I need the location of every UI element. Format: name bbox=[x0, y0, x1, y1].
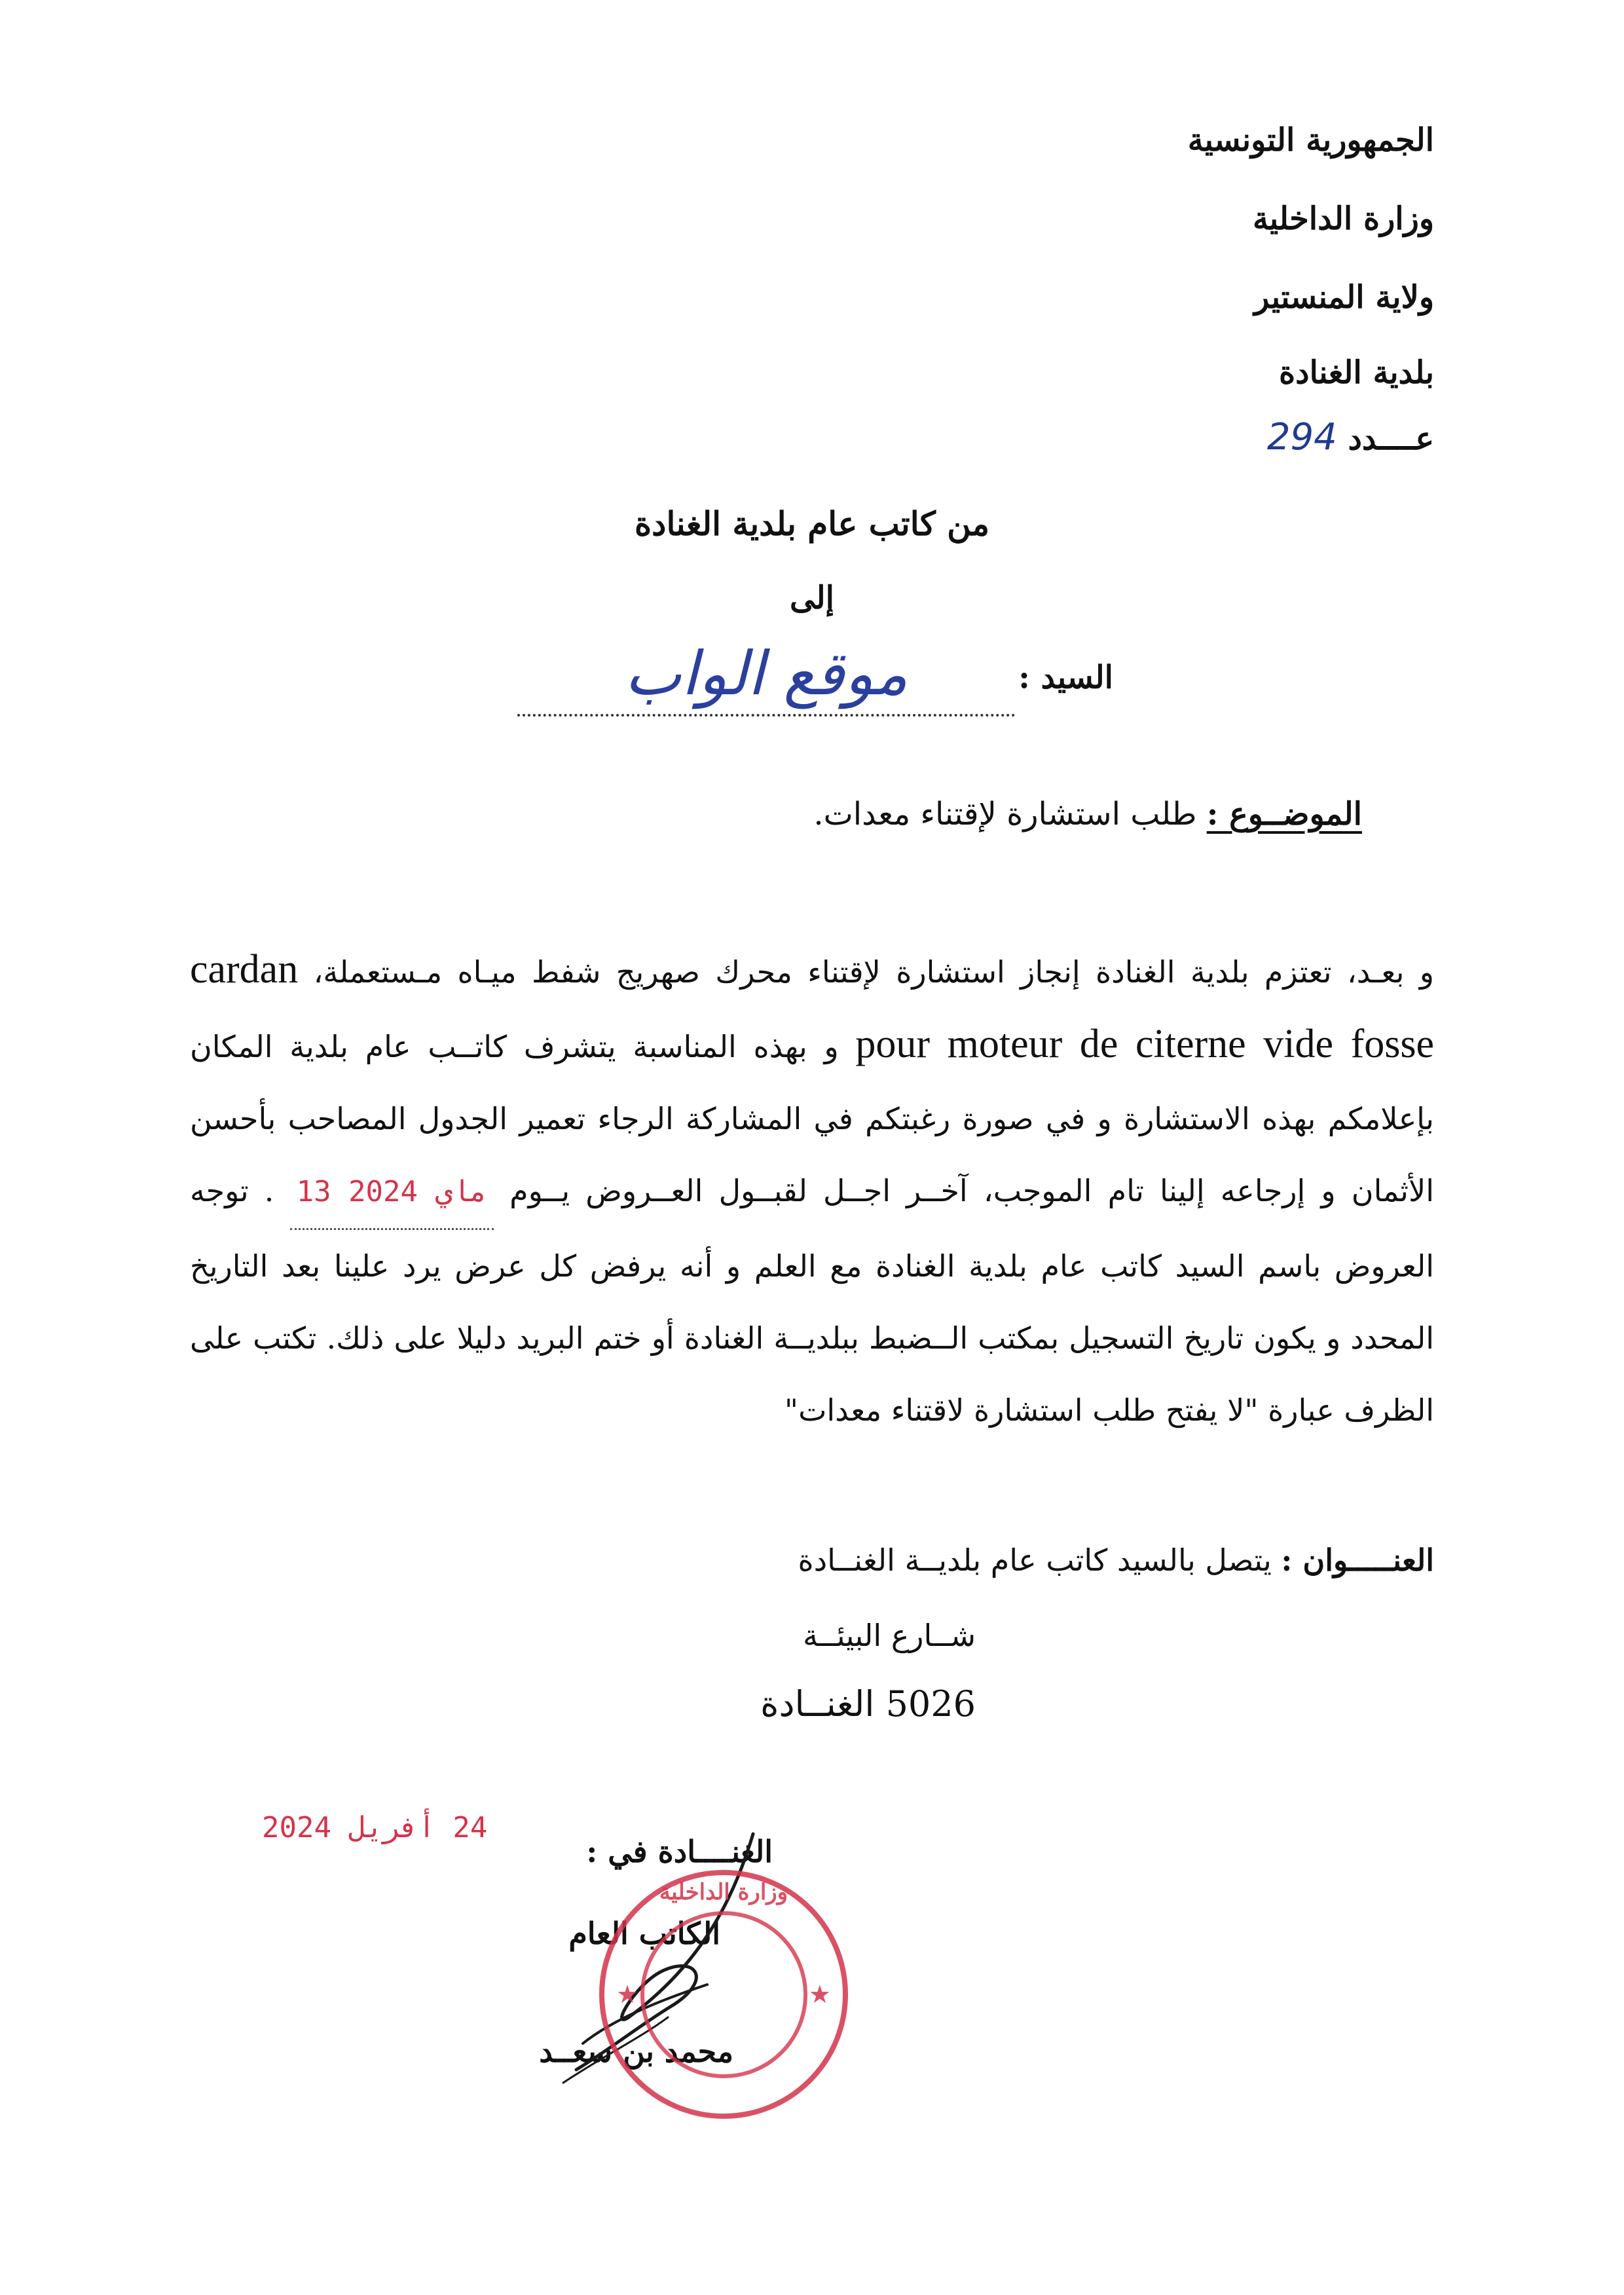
official-seal bbox=[599, 1870, 848, 2119]
signatory-name: محمد بن سعــد bbox=[539, 2034, 733, 2069]
to-label: إلى bbox=[790, 580, 834, 616]
signatory-title: الكاتب العام bbox=[568, 1916, 720, 1951]
number-label: عــــدد bbox=[1348, 420, 1434, 457]
signature-date-stamp: 24 أفريل 2024 bbox=[262, 1811, 488, 1844]
address-line1 bbox=[798, 1542, 1434, 1578]
header-governorate: ولاية المنستير bbox=[1254, 279, 1434, 316]
address-contact: يتصل بالسيد كاتب عام بلديــة الغنــادة bbox=[798, 1542, 1272, 1578]
subject-line bbox=[813, 796, 1362, 832]
body-part2: و بهذه المناسبة يتشرف كاتــب عام بلدية المكان بإعلامكم بهذه الاستشارة و في صورة رغبتكم في المشاركة الرجاء تعمير الجدول المصاحب بأحسن الأثمان و إرجاعه إلينا تام الموجب، آخــر اجــل لقبــول العــروض يــوم bbox=[190, 1029, 1434, 1208]
recipient-label: السيد : bbox=[1018, 659, 1113, 696]
seal-star-icon: ★ bbox=[808, 1980, 831, 2009]
recipient-line bbox=[517, 639, 1113, 717]
subject-text: طلب استشارة لإقتناء معدات. bbox=[813, 796, 1197, 832]
place-date-label: الغنــــادة في : bbox=[586, 1834, 773, 1869]
seal-inner-ring bbox=[640, 1911, 807, 2078]
header-municipality: بلدية الغنادة bbox=[1279, 354, 1434, 391]
header-country: الجمهورية التونسية bbox=[1187, 122, 1434, 159]
body-latin-phrase: cardan pour moteur de citerne vide fosse bbox=[190, 947, 1435, 1066]
address-street: شــارع البيئــة bbox=[803, 1618, 976, 1653]
body-part1: و بعـد، تعتزم بلدية الغنادة إنجاز استشارة لإقتناء محرك صهريج شفط ميـاه مـستعملة، bbox=[313, 954, 1434, 990]
body-part3: . توجه العروض باسم السيد كاتب عام بلدية الغنادة مع العلم و أنه يرفض كل عرض يرد علينا بعد التاريخ المحدد و يكون تاريخ التسجيل بمكتب الــضبط ببلديــة الغنادة أو ختم البريد دليلا على ذلك. تكتب على الظرف عبارة "لا يفتح طلب استشارة لاقتناء معدات" bbox=[190, 1173, 1434, 1428]
seal-text: وزارة الداخلية bbox=[659, 1879, 788, 1905]
recipient-name-handwritten: موقع الواب bbox=[517, 639, 1015, 717]
from-line: من كاتب عام بلدية الغنادة bbox=[634, 504, 990, 543]
seal-star-icon: ★ bbox=[616, 1980, 639, 2009]
address-label: العنـــــوان : bbox=[1281, 1542, 1434, 1578]
number-value: 294 bbox=[1266, 416, 1337, 458]
header-number bbox=[1266, 416, 1434, 458]
header-ministry: وزارة الداخلية bbox=[1252, 200, 1434, 237]
subject-label: الموضــوع : bbox=[1206, 796, 1362, 832]
deadline-date-stamp: 13 ماي 2024 bbox=[290, 1156, 494, 1230]
address-postal: 5026 الغنــادة bbox=[760, 1683, 976, 1725]
body-paragraph bbox=[190, 933, 1434, 1446]
